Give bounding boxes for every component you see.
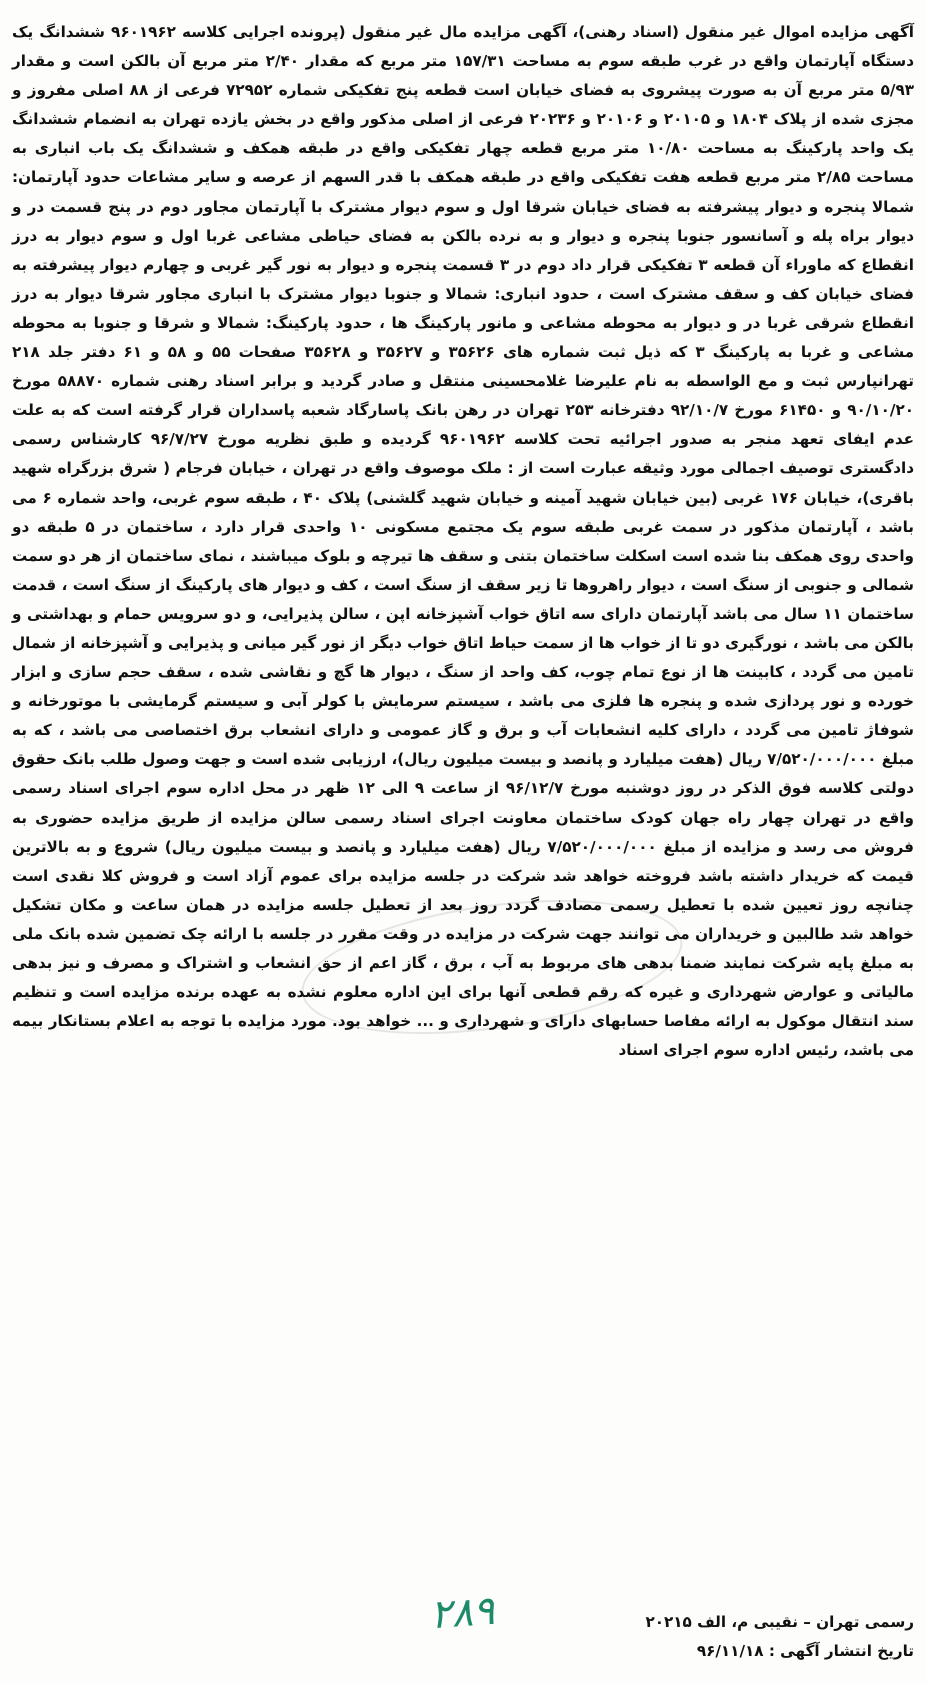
signature-line: رسمی تهران – نقیبی م، الف ۲۰۲۱۵: [645, 1613, 914, 1631]
publish-date-line: تاریخ انتشار آگهی : ۹۶/۱۱/۱۸: [696, 1642, 914, 1660]
auction-notice-body: آگهی مزایده اموال غیر منقول (اسناد رهنی)، آگهی مزایده مال غیر منقول (پرونده اجرایی کلاسه ۹۶۰۱۹۶۲ ششدانگ یک دستگاه آپارتمان واقع در غرب طبقه سوم به مساحت ۱۵۷/۳۱ متر مربع که مقدار ۲/۴۰ متر مربع آن بالکن است و مقدار ۵/۹۳ متر مربع آن به صورت پیشروی به فضای خیابان است قطعه پنج تفکیکی شماره ۷۲۹۵۲ فرعی از ۸۸ اصلی مفروز و مجزی شده از پلاک ۱۸۰۴ و ۲۰۱۰۵ و ۲۰۱۰۶ و ۲۰۲۳۶ فرعی از اصلی مذکور واقع در بخش یازده تهران به انضمام ششدانگ یک واحد پارکینگ به مساحت ۱۰/۸۰ متر مربع قطعه چهار تفکیکی واقع در طبقه همکف و ششدانگ یک باب انباری به مساحت ۲/۸۵ متر مربع قطعه هفت تفکیکی واقع در طبقه همکف با قدر السهم از عرصه و سایر مشاعات حدود آپارتمان: شمالا پنجره و دیوار پیشرفته به فضای خیابان شرقا اول و سوم دیوار مشترک با آپارتمان مجاور دوم در پنج قسمت در و دیوار براه پله و آسانسور جنوبا پنجره و دیوار و به نرده بالکن به فضای حیاطی مشاعی غربا اول و سوم دیوار به درز انقطاع که ماوراء آن قطعه ۳ تفکیکی قرار داد دوم در ۳ قسمت پنجره و دیوار به نور گیر غربی و چهارم دیوار پیشرفته به فضای خیابان کف و سقف مشترک است ، حدود انباری: شمالا و جنوبا دیوار مشترک با انباری مجاور شرقا دیوار به درز انقطاع شرقی غربا در و دیوار به محوطه مشاعی و مانور پارکینگ ها ، حدود پارکینگ: شمالا و شرقا و جنوبا به محوطه مشاعی و غربا به پارکینگ ۳ که ذیل ثبت شماره های ۳۵۶۲۶ و ۳۵۶۲۷ و ۳۵۶۲۸ صفحات ۵۵ و ۵۸ و ۶۱ دفتر جلد ۲۱۸ تهرانپارس ثبت و مع الواسطه به نام علیرضا غلامحسینی منتقل و صادر گردید و برابر اسناد رهنی شماره ۵۸۸۷۰ مورخ ۹۰/۱۰/۲۰ و ۶۱۴۵۰ مورخ ۹۲/۱۰/۷ دفترخانه ۲۵۳ تهران در رهن بانک پاسارگاد شعبه پاسداران قرار گرفته است که به علت عدم ایفای تعهد منجر به صدور اجرائیه تحت کلاسه ۹۶۰۱۹۶۲ گردیده و طبق نظریه مورخ ۹۶/۷/۲۷ کارشناس رسمی دادگستری توصیف اجمالی مورد وثیقه عبارت است از : ملک موصوف واقع در تهران ، خیابان فرجام ( شرق بزرگراه شهید باقری)، خیابان ۱۷۶ غربی (بین خیابان شهید آمینه و خیابان شهید گلشنی) پلاک ۴۰ ، طبقه سوم غربی، واحد شماره ۶ می باشد ، آپارتمان مذکور در سمت غربی طبقه سوم یک مجتمع مسکونی ۱۰ واحدی قرار دارد ، ساختمان در ۵ طبقه دو واحدی روی همکف بنا شده است اسکلت ساختمان بتنی و سقف ها تیرچه و بلوک میباشند ، نمای ساختمان از هر دو سمت شمالی و جنوبی از سنگ است ، دیوار راهروها تا زیر سقف از سنگ است ، کف و دیوار های پارکینگ از سنگ است ، قدمت ساختمان ۱۱ سال می باشد آپارتمان دارای سه اتاق خواب آشپزخانه اپن ، سالن پذیرایی، و دو سرویس حمام و بهداشتی و بالکن می باشد ، نورگیری دو تا از خواب ها از سمت حیاط اتاق خواب دیگر از نور گیر میانی و پذیرایی و آشپزخانه از شمال تامین می گردد ، کابینت ها از نوع تمام چوب، کف واحد از سنگ ، دیوار ها گچ و نقاشی شده ، سقف حجم سازی و ابزار خورده و نور پردازی شده و پنجره ها فلزی می باشد ، سیستم سرمایش با کولر آبی و سیستم گرمایشی با موتورخانه و شوفاژ تامین می گردد ، دارای کلیه انشعابات آب و برق و گاز عمومی و دارای انشعاب برق اختصاصی می باشد ، که به مبلغ ۷/۵۲۰/۰۰۰/۰۰۰ ریال (هفت میلیارد و پانصد و بیست میلیون ریال)، ارزیابی شده است و جهت وصول طلب بانک حقوق دولتی کلاسه فوق الذکر در روز دوشنبه مورخ ۹۶/۱۲/۷ از ساعت ۹ الی ۱۲ ظهر در محل اداره سوم اجرای اسناد رسمی واقع در تهران چهار راه جهان کودک ساختمان معاونت اجرای اسناد رسمی سالن مزایده از طریق مزایده حضوری به فروش می رسد و مزایده از مبلغ ۷/۵۲۰/۰۰۰/۰۰۰ ریال (هفت میلیارد و پانصد و بیست میلیون ریال) شروع و به بالاترین قیمت که خریدار داشته باشد فروخته خواهد شد شرکت در جلسه مزایده برای عموم آزاد است و فروش کلا نقدی است چنانچه روز تعیین شده با تعطیل رسمی مصادف گردد روز بعد از تعطیل جلسه مزایده در همان ساعت و مکان تشکیل خواهد شد طالبین و خریداران می توانند جهت شرکت در مزایده در وقت مقرر در جلسه با ارائه چک تضمین شده بانک ملی به مبلغ پایه شرکت نمایند ضمنا بدهی های مربوط به آب ، برق ، گاز اعم از حق انشعاب و اشتراک و مصرف و نیز بدهی مالیاتی و عوارض شهرداری و غیره که رقم قطعی آنها برای این اداره معلوم نشده به عهده برنده مزایده است و تنظیم سند انتقال موکول به ارائه مفاصا حسابهای دارای و شهرداری و ... خواهد بود. مورد مزایده با توجه به اعلام بستانکار بیمه می باشد، رئیس اداره سوم اجرای اسناد: [12, 23, 915, 1060]
handwritten-number: ۲۸۹: [428, 1587, 496, 1639]
